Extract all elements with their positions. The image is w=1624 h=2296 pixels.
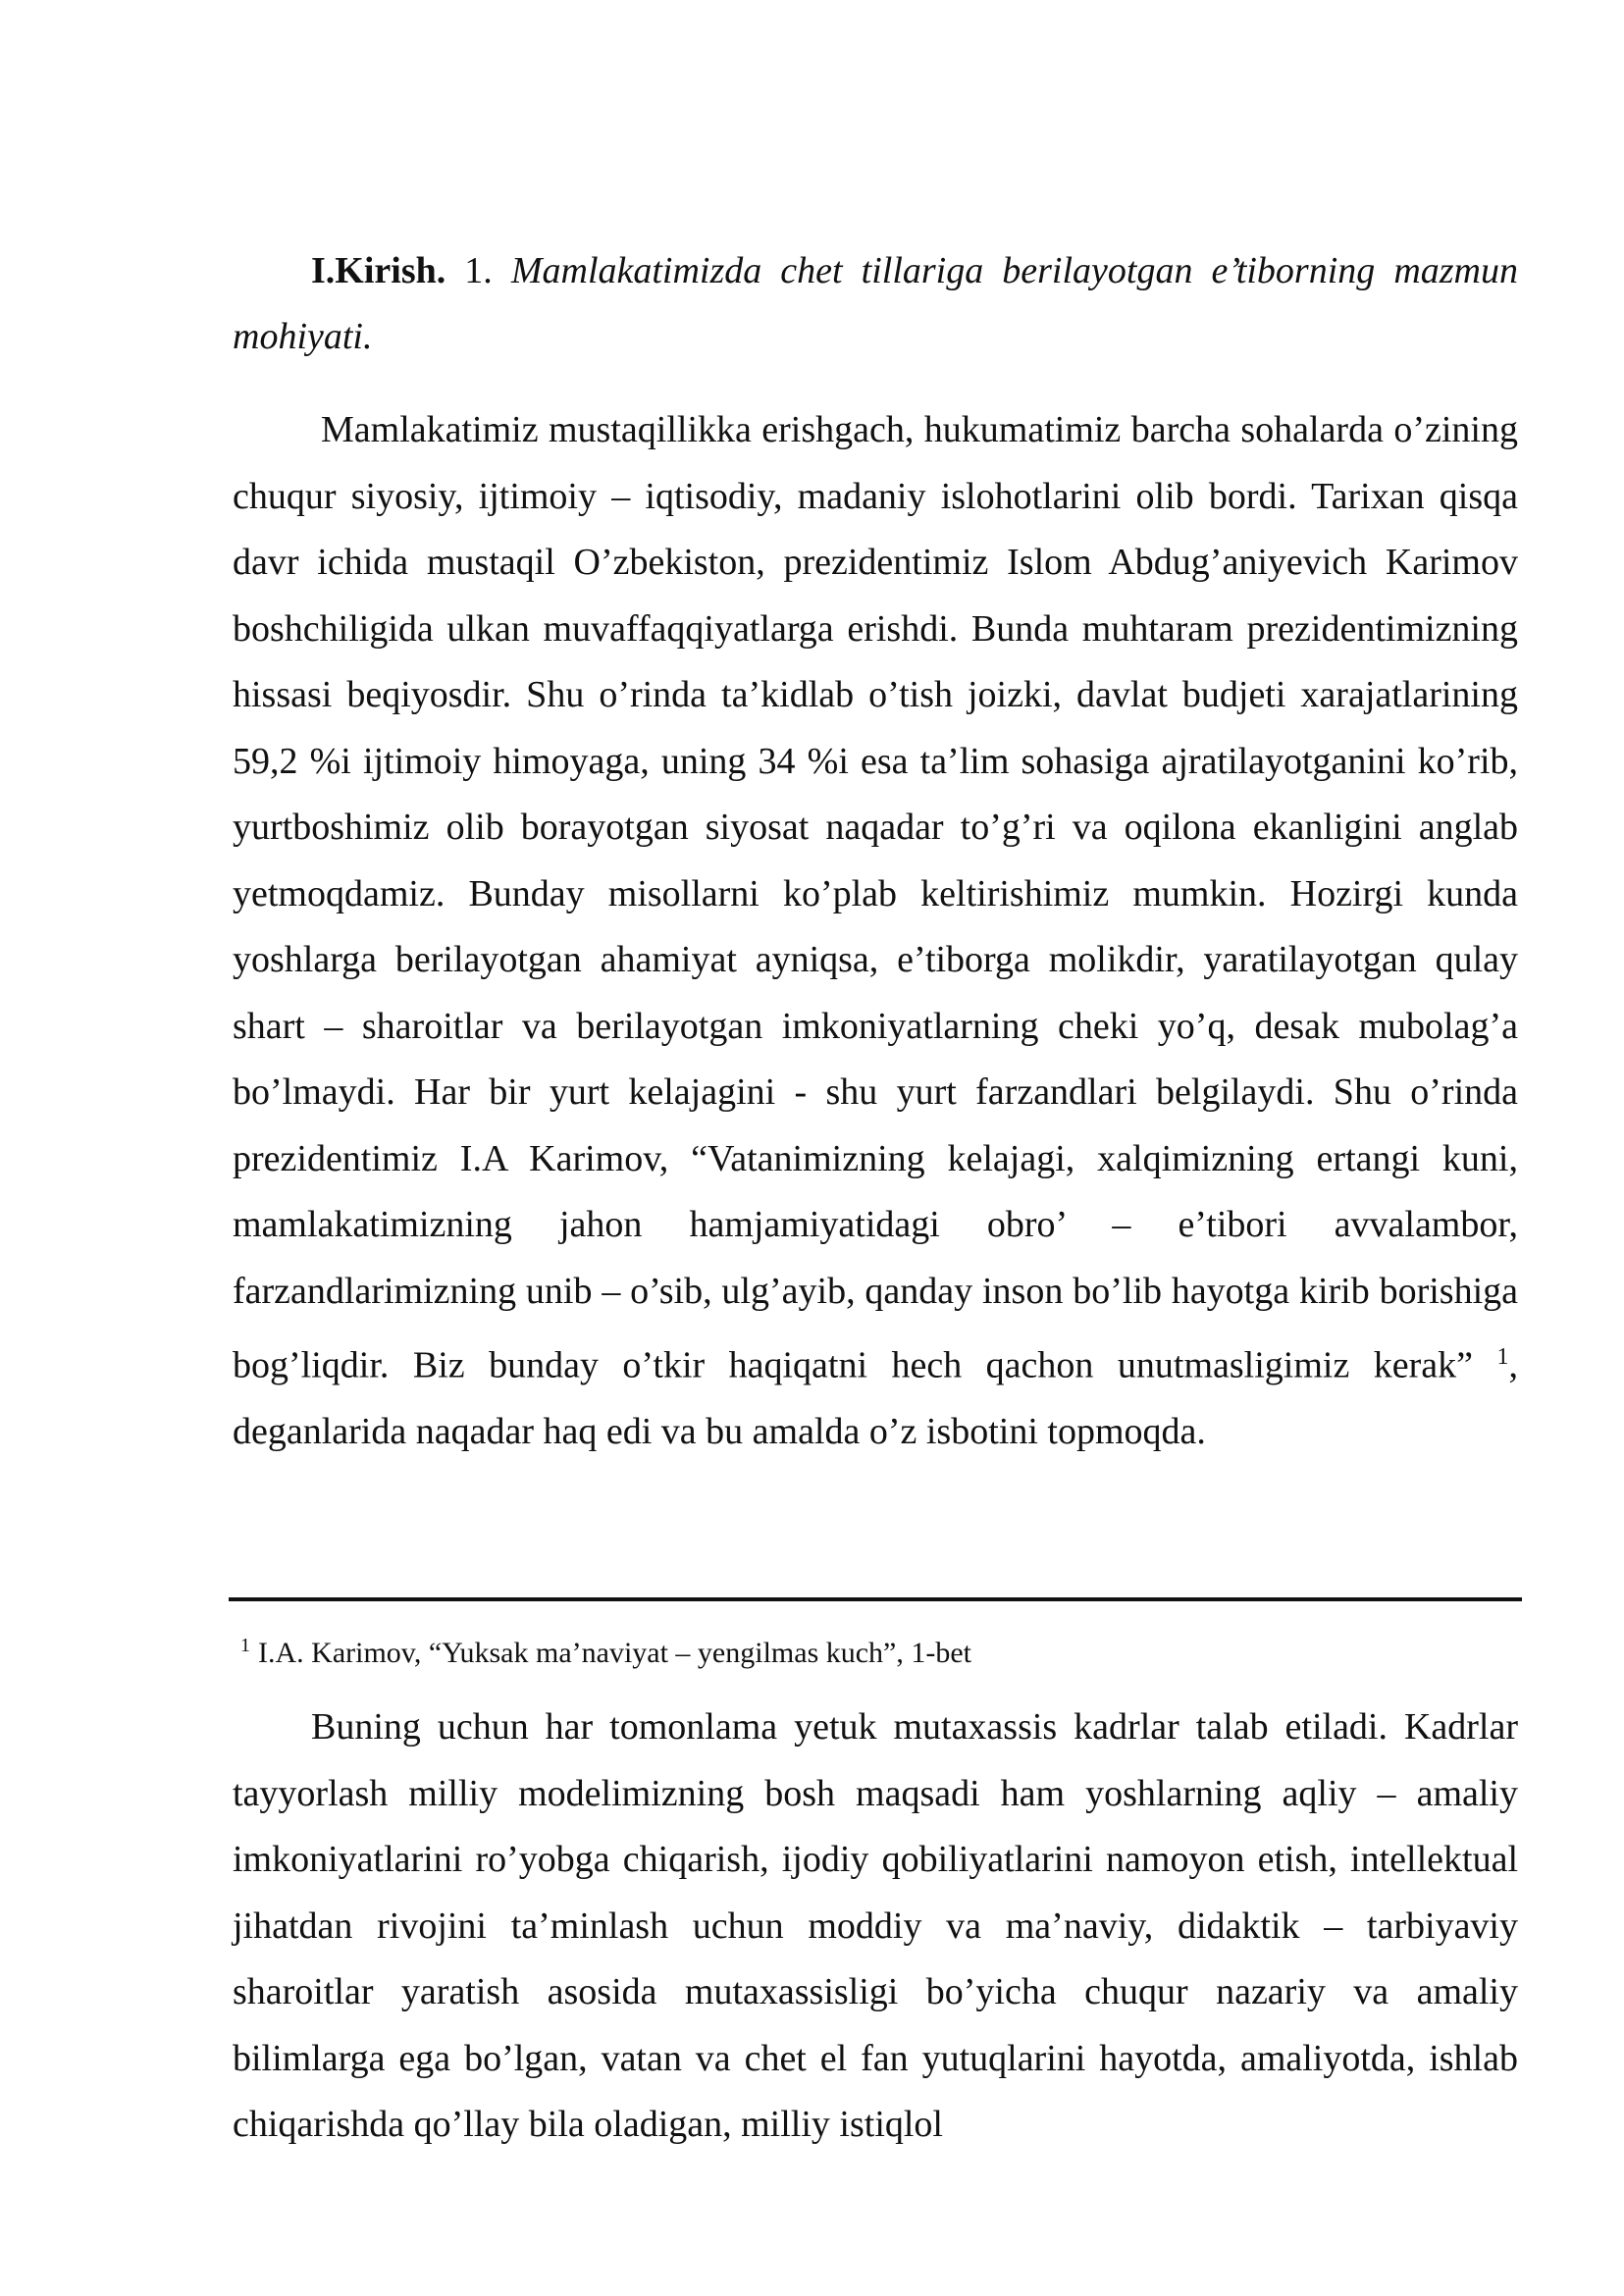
footnote	[240, 1624, 1516, 1675]
footnote-text: I.A. Karimov, “Yuksak ma’naviyat – yengilmas kuch”, 1-bet	[258, 1637, 972, 1669]
footnote-reference: 1	[1496, 1344, 1509, 1370]
section-heading	[233, 238, 1518, 370]
footnote-mark: 1	[240, 1635, 250, 1656]
heading-label: I.Kirish.	[311, 250, 446, 291]
heading-number: 1.	[464, 250, 493, 291]
paragraph-1-text: Mamlakatimiz mustaqillikka erishgach, hukumatimiz barcha sohalarda o’zining chuqur siyosiy, ijtimoiy – iqtisodiy, madaniy islohotlarini olib bordi. Tarixan qisqa davr ichida mustaqil O’zbekiston, prezidentimiz Islom Abdug’aniyevich Karimov boshchiligida ulkan muvaffaqqiyatlarga erishdi. Bunda muhtaram prezidentimizning hissasi beqiyosdir. Shu o’rinda ta’kidlab o’tish joizki, davlat budjeti xarajatlarining 59,2 %i ijtimoiy himoyaga, uning 34 %i esa ta’lim sohasiga ajratilayotganini ko’rib, yurtboshimiz olib borayotgan siyosat naqadar to’g’ri va oqilona ekanligini anglab yetmoqdamiz. Bunday misollarni ko’plab keltirishimiz mumkin. Hozirgi kunda yoshlarga berilayotgan ahamiyat ayniqsa, e’tiborga molikdir, yaratilayotgan qulay shart – sharoitlar va berilayotgan imkoniyatlarning cheki yo’q, desak mubolag’a bo’lmaydi. Har bir yurt kelajagini - shu yurt farzandlari belgilaydi. Shu o’rinda prezidentimiz I.A Karimov, “Vatanimizning kelajagi, xalqimizning ertangi kuni, mamlakatimizning jahon hamjamiyatidagi obro’ – e’tibori avvalambor, farzandlarimizning unib – o’sib, ulg’ayib, qanday inson bo’lib hayotga kirib borishiga bog’liqdir. Biz bunday o’tkir haqiqatni hech qachon unutmasligimiz kerak”	[233, 409, 1518, 1386]
body-paragraph-2	[233, 1695, 1518, 2159]
paragraph-1-text-end: , deganlarida naqadar haq edi va bu amalda o’z isbotini topmoqda.	[233, 1344, 1518, 1453]
heading-title: Mamlakatimizda chet tillariga berilayotgan e’tiborning mazmun mohiyati.	[233, 250, 1518, 357]
footnote-separator	[229, 1597, 1522, 1601]
paragraph-2-text: Buning uchun har tomonlama yetuk mutaxassis kadrlar talab etiladi. Kadrlar tayyorlash milliy modelimizning bosh maqsadi ham yoshlarning aqliy – amaliy imkoniyatlarini ro’yobga chiqarish, ijodiy qobiliyatlarini namoyon etish, intellektual jihatdan rivojini ta’minlash uchun moddiy va ma’naviy, didaktik – tarbiyaviy sharoitlar yaratish asosida mutaxassisligi bo’yicha chuqur nazariy va amaliy bilimlarga ega bo’lgan, vatan va chet el fan yutuqlarini hayotda, amaliyotda, ishlab chiqarishda qo’llay bila oladigan, milliy istiqlol	[233, 1706, 1518, 2145]
body-paragraph-1	[233, 397, 1518, 1466]
